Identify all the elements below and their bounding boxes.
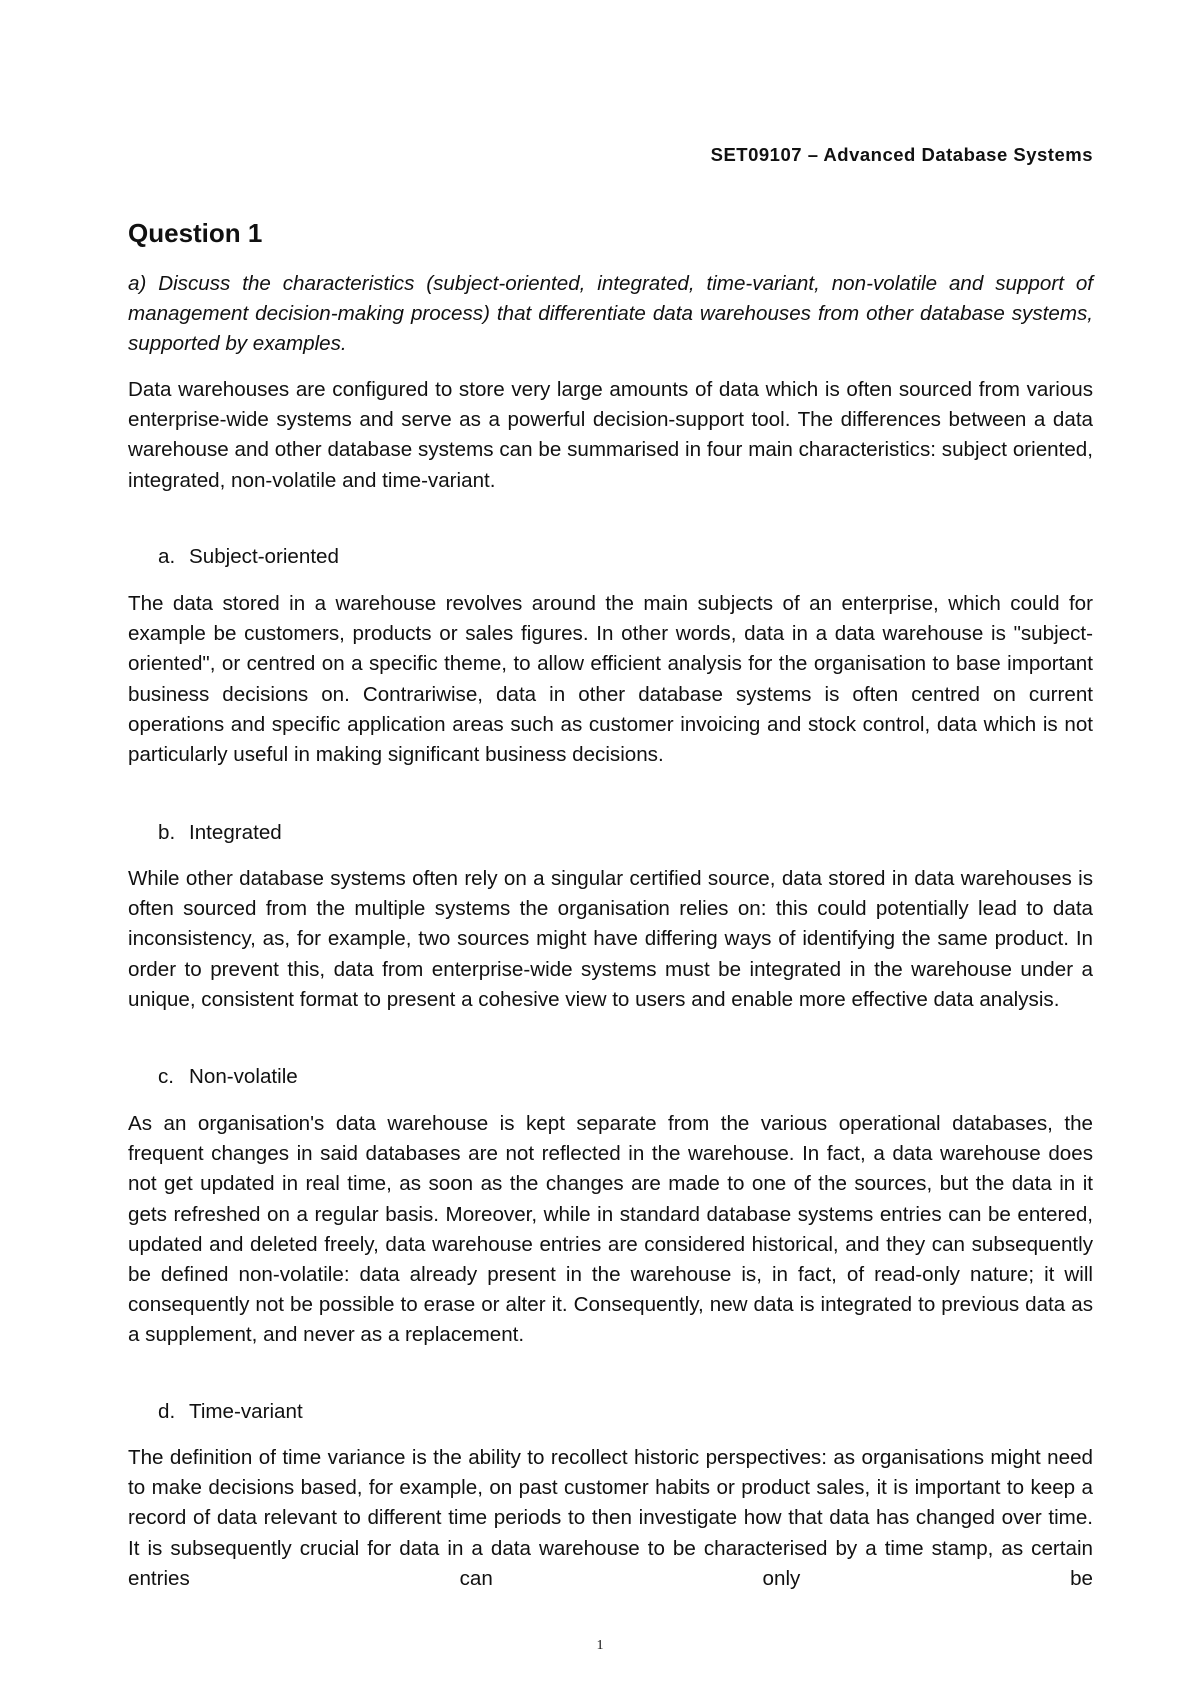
section-heading-a (158, 542, 339, 572)
list-marker: d. (158, 1400, 176, 1423)
section-title: Non-volatile (189, 1065, 298, 1088)
question-prompt: a) Discuss the characteristics (subject-oriented, integrated, time-variant, non-volatile and support of management decision-making process) that differentiate data warehouses from other database systems, supported by examples. (128, 272, 1093, 356)
section-title: Time-variant (189, 1400, 303, 1423)
section-heading-c (158, 1062, 298, 1092)
section-heading-d (158, 1397, 303, 1427)
list-marker: a. (158, 545, 176, 568)
section-title: Subject-oriented (189, 545, 339, 568)
section-body-b: While other database systems often rely on a singular certified source, data stored in data warehouses is often sourced from the multiple systems the organisation relies on: this could potentially lead to data inconsistency, as, for example, two sources might have differing ways of identifying the same product. In order to prevent this, data from enterprise-wide systems must be integrated in the warehouse under a unique, consistent format to present a cohesive view to users and enable more effective data analysis. (128, 867, 1093, 1011)
page-number: 1 (596, 1638, 604, 1653)
question-title: Question 1 (128, 218, 263, 248)
section-body-d: The definition of time variance is the ability to recollect historic perspectives: as organisations might need to make decisions based, for example, on past customer habits or product sales, it is important to keep a record of data relevant to different time periods to then investigate how that data has changed over time. It is subsequently crucial for data in a data warehouse to be characterised by a time stamp, as certain entries can only be (128, 1446, 1093, 1590)
intro-paragraph: Data warehouses are configured to store very large amounts of data which is often sourced from various enterprise-wide systems and serve as a powerful decision-support tool. The differences between a data warehouse and other database systems can be summarised in four main characteristics: subject oriented, integrated, non-volatile and time-variant. (128, 378, 1093, 492)
section-title: Integrated (189, 821, 282, 844)
list-marker: b. (158, 821, 176, 844)
list-marker: c. (158, 1065, 175, 1088)
running-header: SET09107 – Advanced Database Systems (710, 144, 1093, 165)
section-body-a: The data stored in a warehouse revolves around the main subjects of an enterprise, which could for example be customers, products or sales figures. In other words, data in a data warehouse is "subject-oriented", or centred on a specific theme, to allow efficient analysis for the organisation to base important business decisions on. Contrariwise, data in other database systems is often centred on current operations and specific application areas such as customer invoicing and stock control, data which is not particularly useful in making significant business decisions. (128, 592, 1093, 767)
section-heading-b (158, 818, 282, 848)
section-body-c: As an organisation's data warehouse is kept separate from the various operational databases, the frequent changes in said databases are not reflected in the warehouse. In fact, a data warehouse does not get updated in real time, as soon as the changes are made to one of the sources, but the data in it gets refreshed on a regular basis. Moreover, while in standard database systems entries can be entered, updated and deleted freely, data warehouse entries are considered historical, and they can subsequently be defined non-volatile: data already present in the warehouse is, in fact, of read-only nature; it will consequently not be possible to erase or alter it. Consequently, new data is integrated to previous data as a supplement, and never as a replacement. (128, 1112, 1093, 1347)
